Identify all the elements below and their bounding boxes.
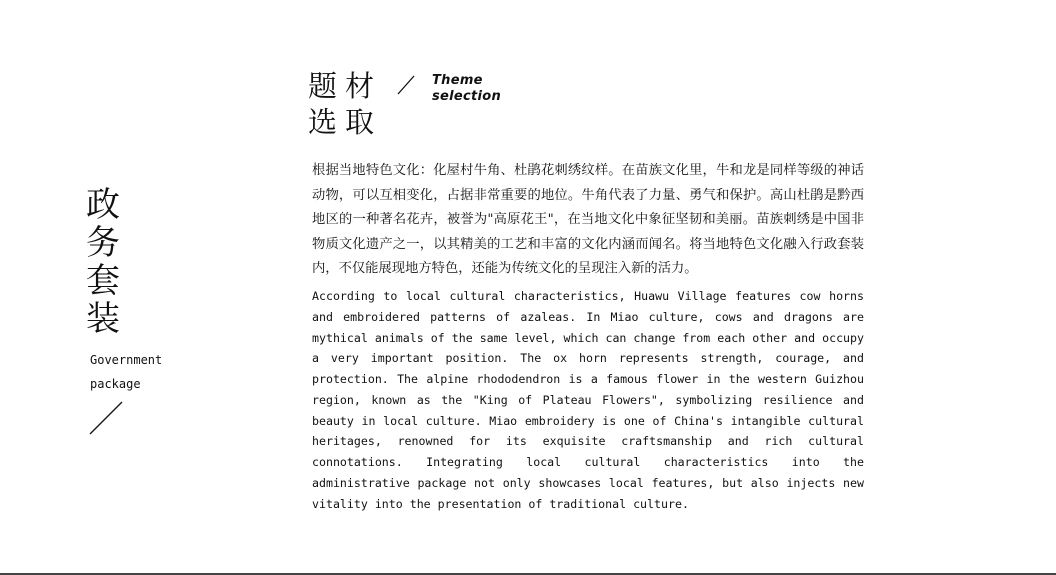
slash-divider-icon xyxy=(88,400,126,436)
paragraph-chinese: 根据当地特色文化：化屋村牛角、杜鹃花刺绣纹样。在苗族文化里，牛和龙是同样等级的神话动物，可以互相变化，占据非常重要的地位。牛角代表了力量、勇气和保护。高山杜鹃是黔西地区的一种著名花卉，被誉为"高原花王"，在当地文化中象征坚韧和美丽。苗族刺绣是中国非物质文化遗产之一，以其精美的工艺和丰富的文化内涵而闻名。将当地特色文化融入行政套装内，不仅能展现地方特色，还能为传统文化的呈现注入新的活力。 xyxy=(312,163,864,276)
section-heading-chinese xyxy=(308,68,382,140)
side-title-char: 套 xyxy=(86,261,120,301)
heading-cn-line: 选取 xyxy=(308,105,383,139)
side-vertical-title xyxy=(86,186,128,338)
heading-cn-line: 题材 xyxy=(308,69,383,103)
side-subtitle-line: Government xyxy=(90,353,163,367)
heading-en-line: Theme xyxy=(432,73,483,88)
side-title-char: 务 xyxy=(86,223,120,263)
side-english-subtitle xyxy=(90,348,180,396)
paragraph-english: According to local cultural characteristics, Huawu Village features cow horns and embroidered patterns of azaleas. In Miao culture, cows and dragons are mythical animals of the same level, which can change from each other and occupy a very important position. The ox horn represents strength, courage, and protection. The alpine rhododendron is a famous flower in the western Guizhou region, known as the "King of Plateau Flowers", symbolizing resilience and beauty in local culture. Miao embroidery is one of China's intangible cultural heritages, renowned for its exquisite craftsmanship and rich cultural connotations. Integrating local cultural characteristics into the administrative package not only showcases local features, but also injects new vitality into the presentation of traditional culture. xyxy=(312,289,864,511)
side-title-char: 装 xyxy=(86,299,120,339)
heading-slash-icon xyxy=(396,74,416,96)
side-subtitle-line: package xyxy=(90,377,141,391)
section-heading-english xyxy=(432,73,501,105)
heading-en-line: selection xyxy=(432,89,502,104)
side-title-char: 政 xyxy=(86,185,120,225)
